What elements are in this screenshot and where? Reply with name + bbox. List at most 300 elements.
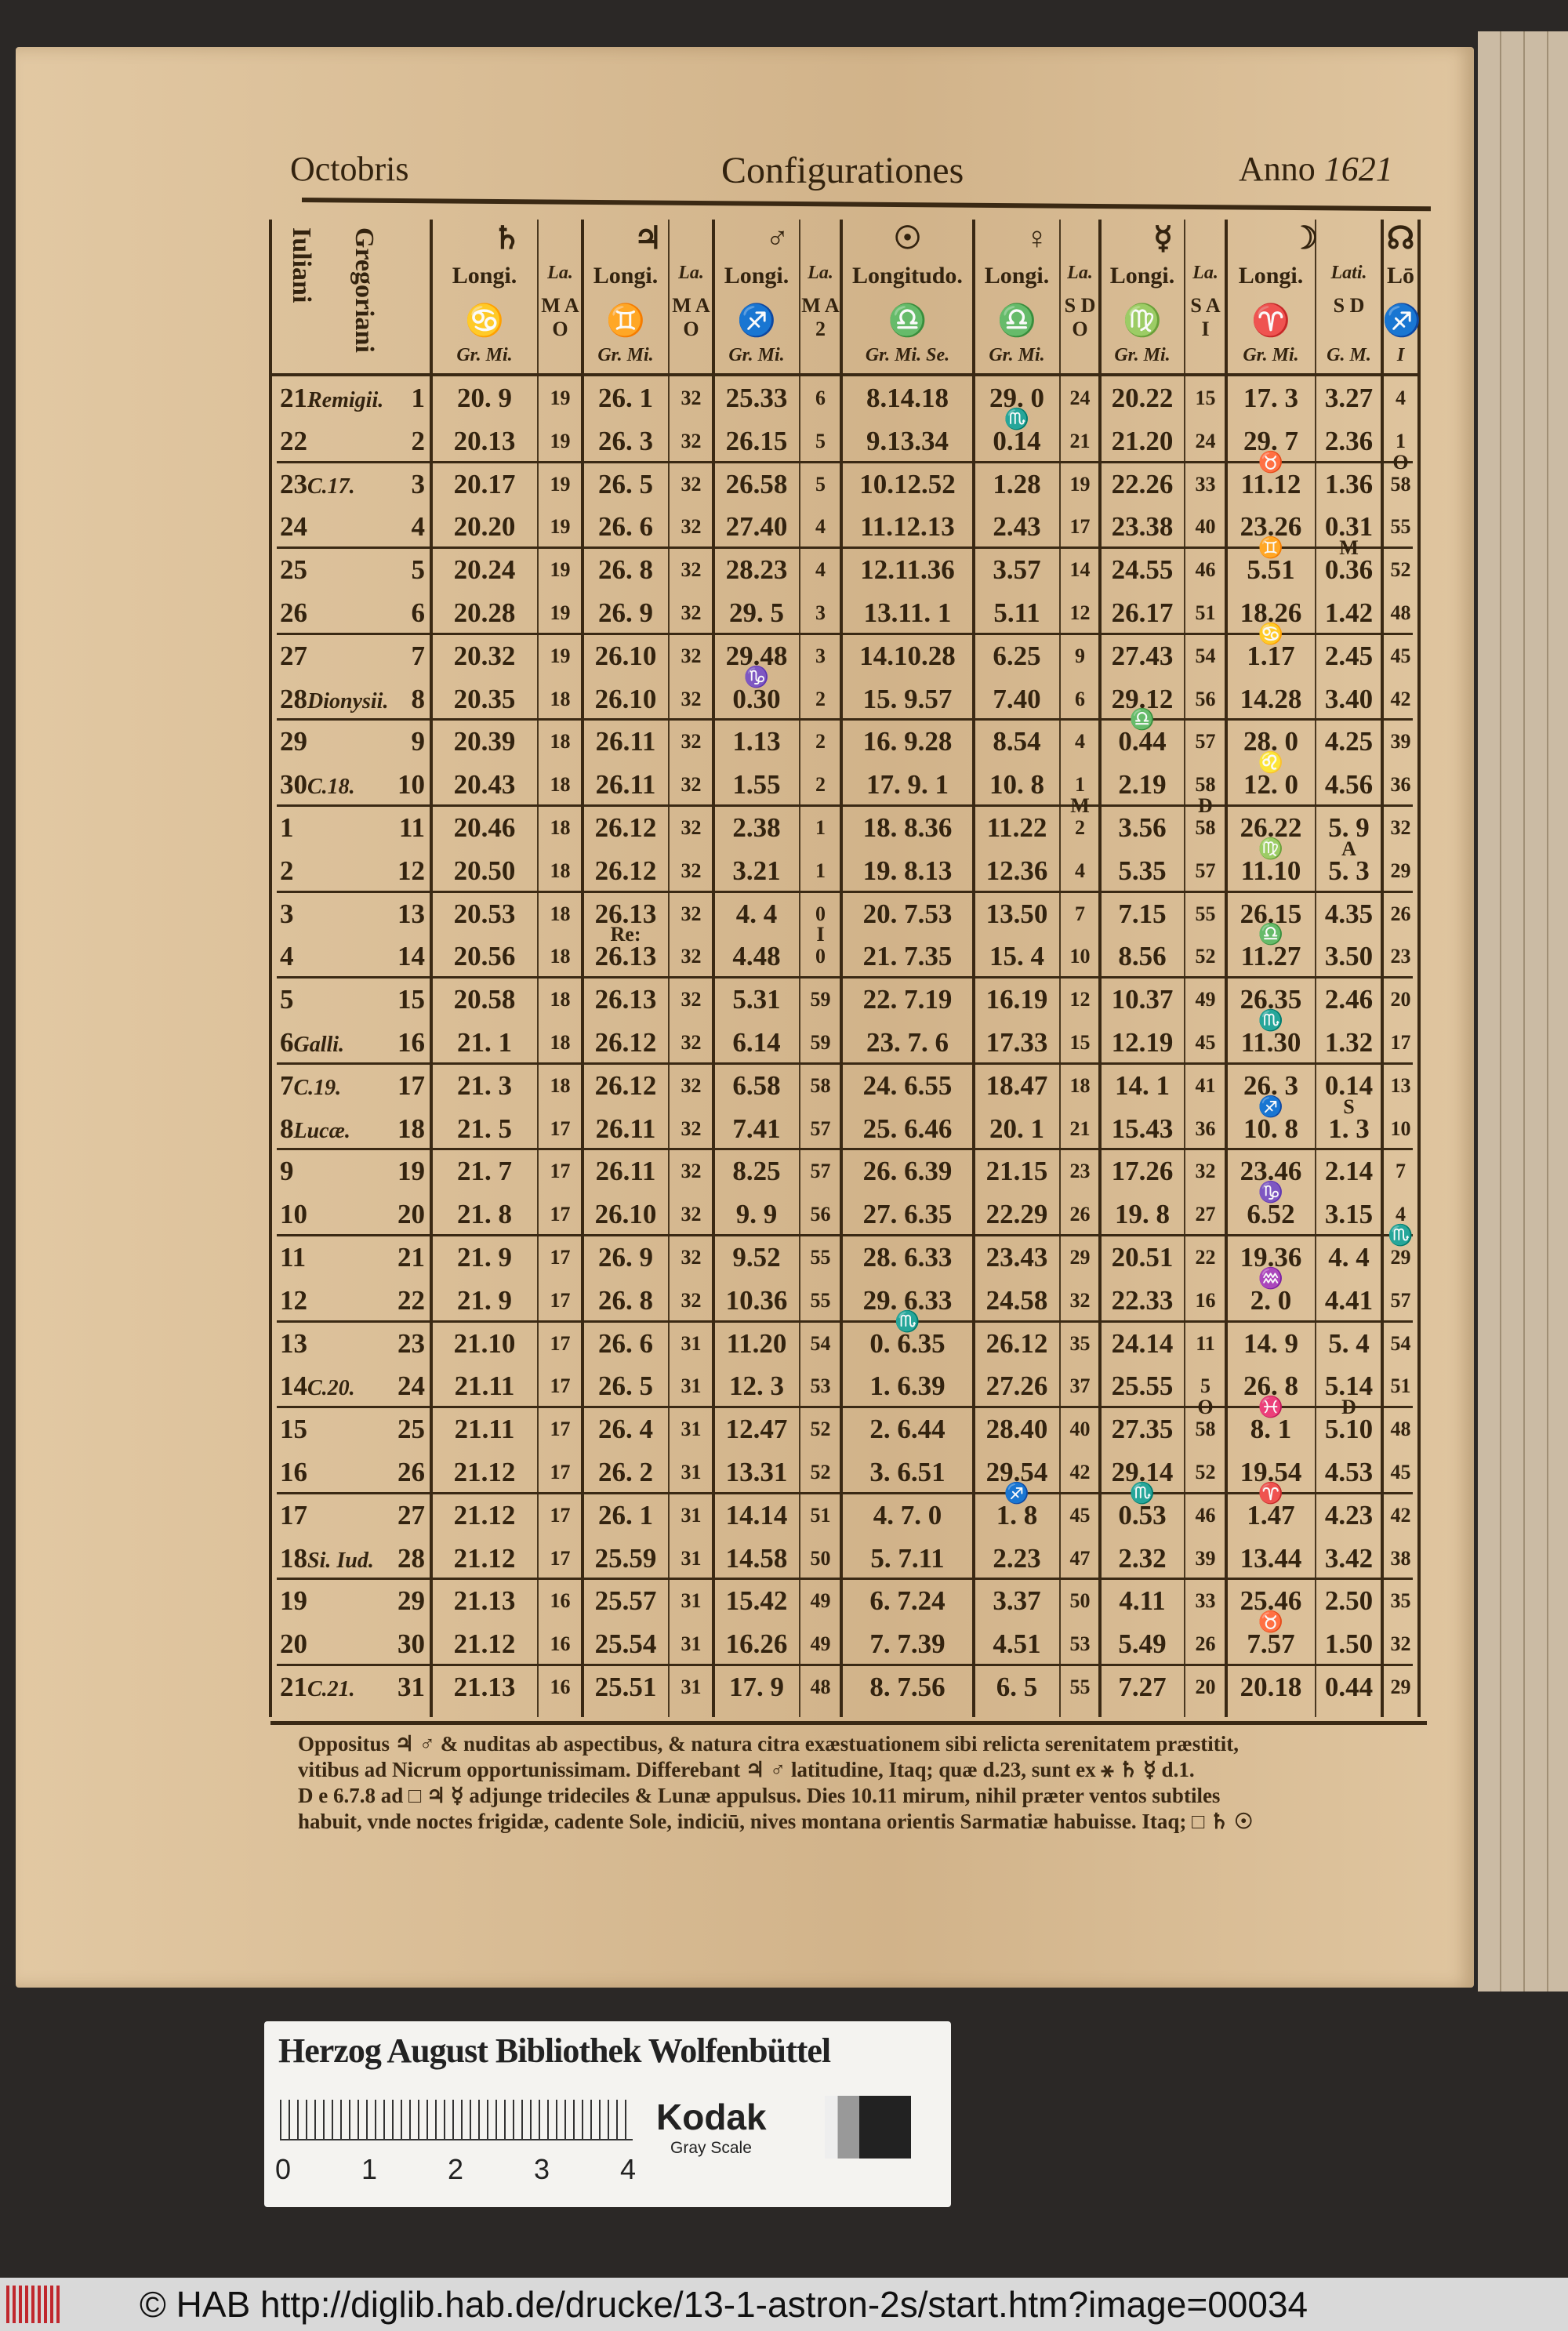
table-cell: 22. 7.19 — [862, 984, 953, 1015]
latitude-label: La. — [678, 263, 704, 283]
table-cell: 4 — [1075, 730, 1085, 753]
table-cell: 24 — [1069, 387, 1091, 409]
table-cell: 32 — [681, 387, 702, 409]
table-cell: 17. 9 — [729, 1672, 784, 1702]
table-cell: 5. 7.11 — [870, 1542, 945, 1574]
table-cell: 25.55 — [1111, 1371, 1174, 1402]
table-cell: 1.17 — [1247, 640, 1295, 671]
planet-symbol: ☿ — [1153, 220, 1173, 256]
table-cell: 5.35 — [1118, 855, 1167, 886]
table-cell: 39 — [1390, 730, 1411, 753]
table-cell: 6. 7.24 — [869, 1585, 946, 1617]
table-cell: 11.12.13 — [860, 511, 955, 543]
table-cell: 49 — [810, 1589, 831, 1613]
table-cell: 17 — [1069, 515, 1091, 539]
table-cell: 0 — [815, 902, 826, 925]
table-cell: 32 — [681, 816, 702, 839]
table-cell: 31 — [681, 1374, 702, 1398]
table-cell: 32 — [681, 773, 702, 797]
table-cell: 2 — [1075, 816, 1085, 839]
table-cell: 15. 9.57 — [862, 683, 953, 714]
zodiac-sign: ♈ — [1251, 303, 1290, 338]
table-cell: 5. 4 — [1328, 1327, 1370, 1359]
latitude-label: La. — [1192, 263, 1218, 283]
latitude-direction: M A O — [541, 294, 579, 340]
table-cell: 19 — [550, 429, 571, 452]
table-cell: 20.43 — [453, 769, 516, 801]
table-cell: 2.38 — [732, 812, 781, 843]
sign-change-marker: D — [1198, 794, 1213, 817]
table-cell: 12.36 — [985, 855, 1048, 886]
table-cell: 21.13 — [453, 1585, 516, 1617]
gregorian-day: 25 — [397, 1414, 425, 1445]
table-cell: 45 — [1069, 1503, 1091, 1527]
julian-day: 2 — [280, 855, 294, 886]
table-cell: 4.25 — [1324, 726, 1374, 757]
table-cell: 27.26 — [985, 1371, 1048, 1402]
table-cell: 17 — [550, 1503, 571, 1527]
table-cell: 15.42 — [725, 1585, 788, 1617]
table-cell: 3.42 — [1324, 1542, 1374, 1574]
table-cell: 21. 7 — [457, 1156, 512, 1187]
gregorian-day: 2 — [411, 425, 425, 456]
table-cell: 26.12 — [594, 1069, 657, 1101]
table-cell: 14. 1 — [1115, 1069, 1170, 1101]
table-cell: 56 — [810, 1203, 831, 1226]
table-cell: 20.53 — [453, 898, 516, 929]
table-cell: 55 — [1195, 902, 1216, 925]
table-cell: 16 — [550, 1676, 571, 1698]
table-cell: 1.28 — [993, 468, 1041, 499]
table-cell: 21. 8 — [457, 1199, 512, 1230]
table-cell: 20.22 — [1111, 383, 1174, 413]
table-cell: 12.47 — [725, 1414, 788, 1445]
table-cell: 21.12 — [453, 1499, 516, 1530]
table-cell: 17 — [1390, 1031, 1411, 1054]
zodiac-sign: ♍ — [1123, 303, 1162, 338]
table-cell: 10. 8 — [989, 769, 1044, 801]
table-cell: 21.12 — [453, 1542, 516, 1574]
table-cell: 26.13 — [594, 898, 657, 929]
table-cell: 13.11. 1 — [863, 597, 952, 628]
table-cell: 26. 1 — [598, 383, 653, 413]
table-cell: 26.10 — [594, 1199, 657, 1230]
gregorian-day: 28 — [397, 1542, 425, 1574]
barcode-icon — [6, 2286, 61, 2323]
footnote-line: D e 6.7.8 ad □ ♃ ☿ adjunge trideciles & Lunæ appulsus. Dies 10.11 mirum, nihil præter ventos subtiles — [298, 1784, 1221, 1807]
table-cell: 48 — [1390, 601, 1411, 624]
table-cell: 17. 3 — [1243, 383, 1298, 413]
table-cell: 20.20 — [453, 511, 516, 543]
table-cell: 26. 2 — [598, 1457, 653, 1487]
table-cell: 20. 9 — [457, 383, 512, 413]
gregorian-day: 6 — [411, 597, 425, 628]
table-cell: 8.14.18 — [866, 383, 949, 413]
unit-label: Gr. Mi. — [456, 345, 513, 365]
table-cell: 6.52 — [1247, 1199, 1295, 1230]
table-cell: 10. 8 — [1243, 1113, 1298, 1144]
table-cell: 42 — [1390, 687, 1411, 710]
year-label: Anno — [1239, 150, 1316, 188]
table-cell: 48 — [810, 1676, 831, 1698]
table-cell: 2. 6.44 — [869, 1414, 946, 1445]
table-cell: 36 — [1195, 1116, 1216, 1140]
table-cell: 52 — [810, 1418, 831, 1441]
status-bar — [0, 2278, 1568, 2331]
table-cell: 23.43 — [985, 1242, 1048, 1273]
unit-label: Gr. Mi. — [1243, 345, 1299, 365]
table-cell: 4 — [815, 558, 826, 582]
table-cell: 4.35 — [1324, 898, 1374, 929]
table-cell: 35 — [1069, 1331, 1091, 1355]
unit-label: Gr. Mi. Se. — [865, 345, 950, 365]
gregorian-day: 15 — [397, 984, 425, 1015]
table-cell: 55 — [1069, 1676, 1091, 1698]
table-cell: 25.46 — [1240, 1585, 1302, 1617]
table-cell: 2.23 — [993, 1542, 1041, 1574]
julian-day: 21 — [280, 383, 307, 413]
table-cell: 28. 6.33 — [862, 1242, 953, 1273]
table-cell: 48 — [1390, 1418, 1411, 1441]
table-cell: 31 — [681, 1331, 702, 1355]
table-cell: 0.31 — [1324, 511, 1374, 543]
table-cell: 0.30 — [732, 683, 781, 714]
table-cell: 7.15 — [1118, 898, 1167, 929]
table-cell: 39 — [1195, 1546, 1216, 1570]
table-cell: 3 — [815, 601, 826, 624]
table-cell: 29. 7 — [1243, 425, 1298, 456]
table-cell: 3.40 — [1324, 683, 1374, 714]
longitude-label: Lō — [1386, 263, 1414, 289]
gregorian-day: 14 — [397, 941, 425, 972]
table-cell: 23.26 — [1240, 511, 1302, 543]
table-cell: 23 — [1390, 945, 1411, 968]
year-value: 1621 — [1323, 150, 1393, 188]
sign-change-marker: ♒ — [1258, 1266, 1284, 1290]
table-cell: 27. 6.35 — [862, 1199, 953, 1230]
table-cell: 32 — [681, 1031, 702, 1054]
table-cell: 54 — [1390, 1331, 1411, 1355]
table-cell: 2.45 — [1324, 640, 1374, 671]
table-cell: 10.12.52 — [859, 468, 956, 499]
table-cell: 56 — [1195, 687, 1216, 710]
table-cell: 2.14 — [1324, 1156, 1374, 1187]
table-cell: 28. 0 — [1243, 726, 1298, 757]
table-cell: 1. 6.39 — [869, 1371, 946, 1402]
table-cell: 23. 7. 6 — [866, 1027, 949, 1058]
table-cell: 26.12 — [594, 855, 657, 886]
table-cell: 8. 7.56 — [869, 1672, 946, 1702]
latitude-direction: S D O — [1064, 294, 1096, 340]
table-cell: 22 — [1195, 1246, 1216, 1269]
table-cell: 26.10 — [594, 640, 657, 671]
table-cell: 32 — [681, 515, 702, 539]
table-cell: 18 — [550, 687, 571, 710]
table-cell: 16.19 — [985, 984, 1048, 1015]
table-cell: 26. 6.39 — [862, 1156, 953, 1187]
julian-day: 30 — [280, 769, 307, 801]
table-cell: 45 — [1390, 644, 1411, 667]
table-cell: 6 — [815, 387, 826, 409]
table-cell: 1.55 — [732, 769, 781, 801]
unit-label: Gr. Mi. — [989, 345, 1045, 365]
julian-day: 21 — [280, 1672, 307, 1702]
footnote-line: vitibus ad Nicrum opportunissimam. Differebant ♃ ♂ latitudine, Itaq; quæ d.23, sunt ex ⚹ ♄ ☿ d.1. — [298, 1758, 1195, 1781]
table-cell: 21.10 — [453, 1327, 516, 1359]
table-cell: 36 — [1390, 773, 1411, 797]
table-cell: 26. 6 — [598, 1327, 653, 1359]
table-cell: 21 — [1069, 1116, 1091, 1140]
table-cell: 26.11 — [595, 1156, 656, 1187]
table-cell: 59 — [810, 1031, 831, 1054]
table-cell: 21. 9 — [457, 1242, 512, 1273]
sign-change-marker: D — [1341, 1396, 1356, 1419]
table-cell: 8.54 — [993, 726, 1041, 757]
table-cell: 25.33 — [725, 383, 788, 413]
table-cell: 27 — [1195, 1203, 1216, 1226]
table-cell: 15 — [1195, 387, 1216, 409]
julian-day: 25 — [280, 554, 307, 586]
table-cell: 58 — [1390, 472, 1411, 496]
table-cell: 0.53 — [1118, 1499, 1167, 1530]
table-cell: 18 — [550, 902, 571, 925]
table-cell: 20.32 — [453, 640, 516, 671]
table-cell: 7.57 — [1247, 1628, 1295, 1660]
table-cell: 24.58 — [985, 1284, 1048, 1316]
table-cell: 21.13 — [453, 1672, 516, 1702]
latitude-label: La. — [1067, 263, 1093, 283]
table-cell: 31 — [681, 1461, 702, 1483]
table-cell: 26 — [1390, 902, 1411, 925]
julian-day: 11 — [280, 1242, 307, 1273]
feast-label: C.17. — [307, 474, 355, 499]
latitude-direction: M A 2 — [801, 294, 840, 340]
table-cell: 32 — [681, 1116, 702, 1140]
table-cell: 17 — [550, 1374, 571, 1398]
table-cell: 2.46 — [1324, 984, 1374, 1015]
table-cell: 22.33 — [1111, 1284, 1174, 1316]
table-cell: 46 — [1195, 1503, 1216, 1527]
table-cell: 26. 6 — [598, 511, 653, 543]
source-url[interactable]: © HAB http://diglib.hab.de/drucke/13-1-astron-2s/start.htm?image=00034 — [140, 2284, 1308, 2325]
gray-scale-label: Gray Scale — [670, 2139, 752, 2157]
table-cell: 55 — [810, 1246, 831, 1269]
table-cell: 5.14 — [1324, 1371, 1374, 1402]
table-cell: 35 — [1390, 1589, 1411, 1613]
sign-change-marker: I — [816, 923, 825, 946]
table-cell: 19.54 — [1240, 1457, 1302, 1487]
table-cell: 26. 4 — [598, 1414, 653, 1445]
library-name: Herzog August Bibliothek Wolfenbüttel — [278, 2031, 831, 2070]
table-cell: 10.37 — [1111, 984, 1174, 1015]
footnote-line: habuit, vnde noctes frigidæ, cadente Sole, indiciū, nives montana orientis Sarmatiæ habuisse. Itaq; □ ♄ ☉ — [298, 1810, 1254, 1833]
kodak-logo: Kodak — [656, 2097, 767, 2137]
sign-change-marker: O — [1197, 1396, 1214, 1419]
julian-day: 26 — [280, 597, 307, 628]
table-cell: 26. 9 — [598, 1242, 653, 1273]
table-cell: 4.51 — [993, 1628, 1041, 1660]
table-cell: 58 — [1195, 773, 1216, 797]
unit-label: I — [1396, 345, 1405, 365]
table-cell: 32 — [681, 1246, 702, 1269]
table-cell: 2 — [815, 773, 826, 797]
table-cell: 47 — [1069, 1546, 1091, 1570]
table-cell: 55 — [1390, 515, 1411, 539]
table-cell: 27.43 — [1111, 640, 1174, 671]
table-cell: 26. 9 — [598, 597, 653, 628]
table-cell: 19 — [550, 644, 571, 667]
table-cell: 54 — [810, 1331, 831, 1355]
sign-change-marker: ♐ — [1258, 1095, 1284, 1118]
table-cell: 32 — [681, 988, 702, 1011]
table-cell: 18.26 — [1240, 597, 1302, 628]
table-cell: 14.58 — [725, 1542, 788, 1574]
table-cell: 0.44 — [1324, 1672, 1374, 1702]
table-cell: 57 — [810, 1116, 831, 1140]
table-cell: 33 — [1195, 472, 1216, 496]
table-cell: 5. 3 — [1328, 855, 1370, 886]
gregorian-day: 7 — [411, 640, 425, 671]
table-cell: 10 — [1390, 1116, 1411, 1140]
table-cell: 17 — [550, 1546, 571, 1570]
julian-day: 4 — [280, 941, 294, 972]
table-cell: 49 — [810, 1632, 831, 1656]
table-cell: 1 — [815, 816, 826, 839]
table-cell: 11.12 — [1240, 468, 1301, 499]
table-cell: 32 — [681, 945, 702, 968]
table-cell: 18 — [550, 1031, 571, 1054]
table-cell: 51 — [1195, 601, 1216, 624]
table-cell: 21.15 — [985, 1156, 1048, 1187]
table-cell: 26.15 — [725, 425, 788, 456]
table-cell: 23.38 — [1111, 511, 1174, 543]
table-cell: 6.14 — [732, 1027, 781, 1058]
table-cell: 19 — [550, 472, 571, 496]
table-cell: 28.40 — [985, 1414, 1048, 1445]
table-cell: 25. 6.46 — [862, 1113, 953, 1144]
table-cell: 9 — [1075, 644, 1085, 667]
table-cell: 4.41 — [1324, 1284, 1374, 1316]
table-cell: 52 — [1195, 1461, 1216, 1483]
table-cell: 20.46 — [453, 812, 516, 843]
julian-day: 3 — [280, 898, 294, 929]
table-cell: 4 — [815, 515, 826, 539]
table-cell: 7.27 — [1118, 1672, 1167, 1702]
table-cell: 57 — [1195, 859, 1216, 882]
table-cell: 17.26 — [1111, 1156, 1174, 1187]
feast-label: Remigii. — [307, 388, 384, 412]
table-cell: 20 — [1390, 988, 1411, 1011]
table-cell: 15. 4 — [989, 941, 1044, 972]
gregorian-day: 27 — [397, 1499, 425, 1530]
table-cell: 7 — [1075, 902, 1085, 925]
table-cell: 52 — [810, 1461, 831, 1483]
table-cell: 4. 4 — [1328, 1242, 1370, 1273]
table-cell: 32 — [681, 429, 702, 452]
table-cell: 7 — [1396, 1160, 1406, 1183]
julian-day: 24 — [280, 511, 307, 543]
table-cell: 26.35 — [1240, 984, 1302, 1015]
table-cell: 29 — [1390, 1676, 1411, 1698]
julian-day: 12 — [280, 1284, 307, 1316]
table-cell: 18. 8.36 — [862, 812, 953, 843]
table-cell: 16.26 — [725, 1628, 788, 1660]
table-cell: 28.23 — [725, 554, 788, 586]
table-cell: 26.13 — [594, 984, 657, 1015]
table-cell: 6 — [1075, 687, 1085, 710]
table-cell: 1.47 — [1247, 1499, 1295, 1530]
sign-change-marker: M — [1339, 536, 1359, 560]
table-cell: 15.43 — [1111, 1113, 1174, 1144]
longitude-label: Longitudo. — [852, 263, 963, 289]
table-cell: 13 — [1390, 1073, 1411, 1097]
planet-symbol: ♄ — [492, 220, 521, 256]
julian-day: 23 — [280, 468, 307, 499]
table-cell: 14.14 — [725, 1499, 788, 1530]
page-title: Configurationes — [721, 150, 964, 191]
table-cell: 20.13 — [453, 425, 516, 456]
table-cell: 29 — [1390, 1246, 1411, 1269]
table-cell: 29. 0 — [989, 383, 1044, 413]
table-cell: 19 — [550, 601, 571, 624]
table-cell: 31 — [681, 1546, 702, 1570]
table-cell: 18 — [1069, 1073, 1091, 1097]
table-cell: 17 — [550, 1418, 571, 1441]
ruler-number: 2 — [448, 2153, 464, 2185]
table-cell: 32 — [681, 1160, 702, 1183]
table-cell: 26.11 — [595, 769, 656, 801]
table-cell: 16 — [550, 1589, 571, 1613]
ruler-number: 1 — [361, 2153, 378, 2185]
table-cell: 45 — [1390, 1461, 1411, 1483]
table-cell: 13.44 — [1240, 1542, 1302, 1574]
table-cell: 27.35 — [1111, 1414, 1174, 1445]
table-cell: 59 — [810, 988, 831, 1011]
table-cell: 18 — [550, 816, 571, 839]
sign-change-marker: Re: — [610, 923, 641, 946]
table-cell: 21.20 — [1111, 425, 1174, 456]
latitude-direction: S A I — [1190, 294, 1221, 340]
table-cell: 19 — [1069, 472, 1091, 496]
table-cell: 26.22 — [1240, 812, 1302, 843]
julian-day: 5 — [280, 984, 294, 1015]
table-cell: 52 — [1195, 945, 1216, 968]
table-cell: 26. 5 — [598, 468, 653, 499]
table-cell: 22.29 — [985, 1199, 1048, 1230]
unit-label: Gr. Mi. — [728, 345, 785, 365]
table-bottom-rule — [270, 1721, 1427, 1725]
table-cell: 17 — [550, 1160, 571, 1183]
table-cell: 45 — [1195, 1031, 1216, 1054]
table-cell: 55 — [810, 1288, 831, 1312]
gregorian-day: 13 — [397, 898, 425, 929]
iuliani-header: Iuliani — [287, 227, 316, 303]
sign-change-marker: ♏ — [1129, 1481, 1156, 1505]
table-cell: 25.57 — [594, 1585, 657, 1617]
table-cell: 4.56 — [1324, 769, 1374, 801]
table-cell: 18 — [550, 988, 571, 1011]
gregorian-day: 12 — [397, 855, 425, 886]
gregorian-day: 30 — [397, 1628, 425, 1660]
table-cell: 21. 9 — [457, 1284, 512, 1316]
planet-symbol: ☉ — [893, 220, 922, 256]
table-cell: 15 — [1069, 1031, 1091, 1054]
table-cell: 19 — [550, 558, 571, 582]
sign-change-marker: ♏ — [895, 1309, 920, 1333]
table-cell: 5 — [815, 472, 826, 496]
table-cell: 8.56 — [1118, 941, 1167, 972]
gregorian-day: 3 — [411, 468, 425, 499]
